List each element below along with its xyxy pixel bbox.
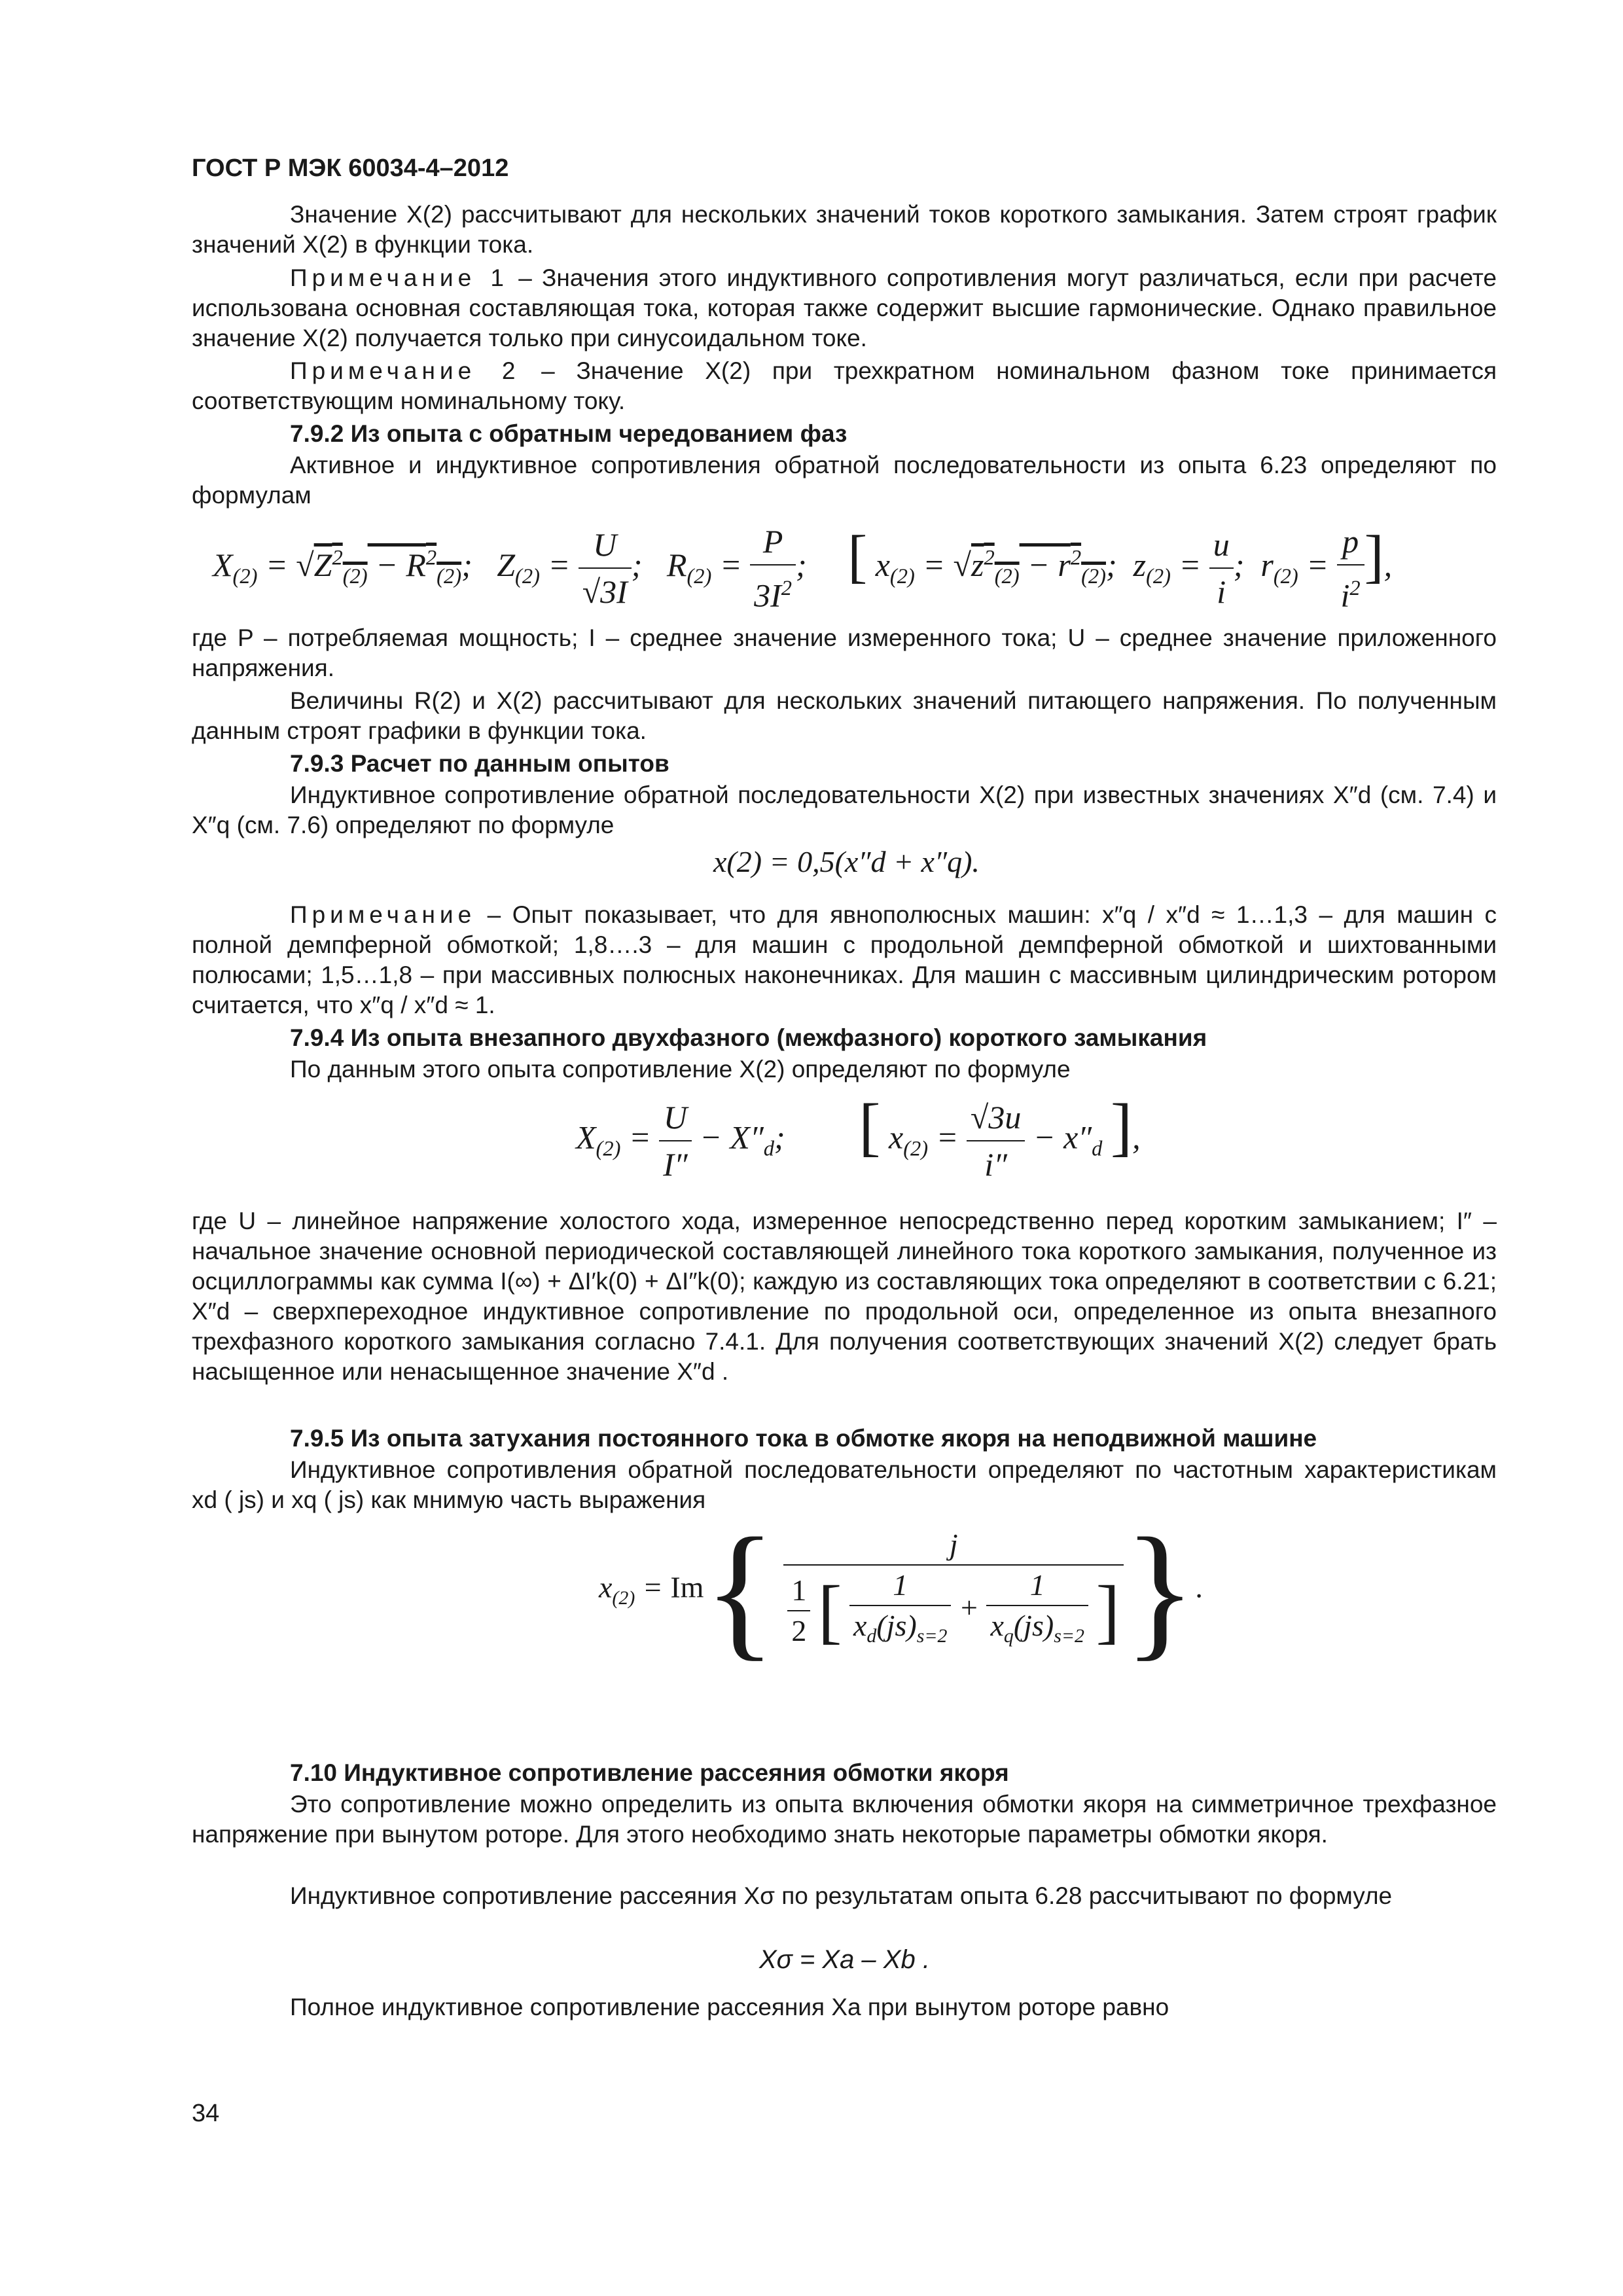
section-7-9-2-body: Величины R(2) и X(2) рассчитывают для нескольких значений питающего напряжения. По полученным данным строят графики в функции тока. (192, 687, 1497, 744)
formula-frequency-response: $x_{(2)} = Im${ j $\frac{1}{2}$ [ $\frac{1}{x_d(js)_{s=2}}$ + $\frac{1}{x_q(js)_{s=2}}$ ] }. (599, 1507, 1204, 1674)
note-3 (192, 900, 1497, 1020)
section-7-9-2-title: 7.9.2 Из опыта с обратным чередованием фаз (290, 420, 847, 447)
section-7-9-2-intro: Активное и индуктивное сопротивления обратной последовательности из опыта 6.23 определяют по формулам (192, 452, 1497, 509)
section-7-9-5-title: 7.9.5 Из опыта затухания постоянного тока в обмотке якоря на неподвижной машине (290, 1425, 1317, 1452)
note-3-text: – Опыт показывает, что для явнополюсных машин: x″q / x″d ≈ 1…1,3 – для машин с полной демпферной обмоткой; 1,8….3 – для машин с продольной демпферной обмоткой и шихтованными полюсами; 1,5…1,8 – при массивных полюсных наконечниках. Для машин с массивным цилиндрическим ротором считается, что x″q / x″d ≈ 1. (192, 901, 1497, 1018)
section-7-10-final: Полное индуктивное сопротивление рассеяния Xa при вынутом роторе равно (290, 1994, 1169, 2020)
section-7-10-intro: Это сопротивление можно определить из опыта включения обмотки якоря на симметричное трехфазное напряжение при вынутом роторе. Для этого необходимо знать некоторые параметры обмотки якоря. (192, 1791, 1497, 1848)
note-2-label: Примечание 2 (290, 357, 520, 384)
note-3-label: Примечание (290, 901, 476, 928)
formula-leakage-reactance: Xσ = Xa – Xb . (759, 1945, 930, 1974)
section-7-9-5-intro: Индуктивное сопротивления обратной последовательности определяют по частотным характеристикам xd ( js) и xq ( js) как мнимую часть выражения (192, 1456, 1497, 1513)
section-7-10-title: 7.10 Индуктивное сопротивление рассеяния обмотки якоря (290, 1759, 1009, 1786)
formula-negative-sequence: $X_{(2)} = √Z^2_{(2)} - R^2_{(2)}$; $Z_{(2)}$ = $\frac{U}{√3I}$ ; $R_{(2)}$ = $\frac{P}{3I^2}$ ; [ $x_{(2)} = √z^2_{(2)} - r^2_{(2)}$; $z_{(2)}$ = $\frac{u}{i}$ ; $r_{(2)}$ = $\frac{p}{i^2}$ ], (213, 518, 1392, 619)
section-7-9-4-where: где U – линейное напряжение холостого хода, измеренное непосредственно перед коротким замыканием; I″ – начальное значение основной периодической составляющей линейного тока короткого замыкания, полученное из осциллограммы как сумма I(∞) + ΔI′k(0) + ΔI″k(0); каждую из составляющих тока определяют в соответствии с 6.21; X″d – сверхпереходное индуктивное сопротивление по продольной оси, определенное из опыта внезапного трехфазного короткого замыкания согласно 7.4.1. Для получения соответствующих значений X(2) следует брать насыщенное или ненасыщенное значение X″d . (192, 1208, 1497, 1385)
note-2-text: – Значение X(2) при трехкратном номинальном фазном токе принимается соответствующим номинальному току. (192, 357, 1497, 414)
section-7-9-3-title: 7.9.3 Расчет по данным опытов (290, 750, 669, 777)
page-number: 34 (192, 2100, 220, 2127)
note-1 (192, 263, 1497, 353)
formula-short-circuit: $X_{(2)}$ = $\frac{U}{I''}$ − $X''_d$; [ $x_{(2)}$ = $\frac{√3u}{i''}$ − $x''_d$ ], (576, 1090, 1141, 1183)
section-7-10-body: Индуктивное сопротивление рассеяния Xσ по результатам опыта 6.28 рассчитывают по формуле (290, 1882, 1393, 1909)
note-1-label: Примечание 1 (290, 264, 508, 291)
note-1-text: – Значения этого индуктивного сопротивления могут различаться, если при расчете использована основная составляющая тока, которая также содержит высшие гармонические. Однако правильное значение X(2) получается только при синусоидальном токе. (192, 264, 1497, 351)
section-7-9-4-title: 7.9.4 Из опыта внезапного двухфазного (межфазного) короткого замыкания (290, 1024, 1207, 1051)
document-header: ГОСТ Р МЭК 60034-4–2012 (192, 154, 509, 182)
formula-x2-average: x(2) = 0,5(x″d + x″q). (713, 845, 980, 878)
note-2 (192, 356, 1497, 416)
section-7-9-4-intro: По данным этого опыта сопротивление X(2) определяют по формуле (290, 1056, 1071, 1083)
paragraph-x2-intro: Значение X(2) рассчитывают для нескольких значений токов короткого замыкания. Затем строят график значений X(2) в функции тока. (192, 201, 1497, 258)
section-7-9-3-intro: Индуктивное сопротивление обратной последовательности X(2) при известных значениях X″d (см. 7.4) и X″q (см. 7.6) определяют по формуле (192, 781, 1497, 838)
section-7-9-2-where: где P – потребляемая мощность; I – среднее значение измеренного тока; U – среднее значение приложенного напряжения. (192, 624, 1497, 681)
